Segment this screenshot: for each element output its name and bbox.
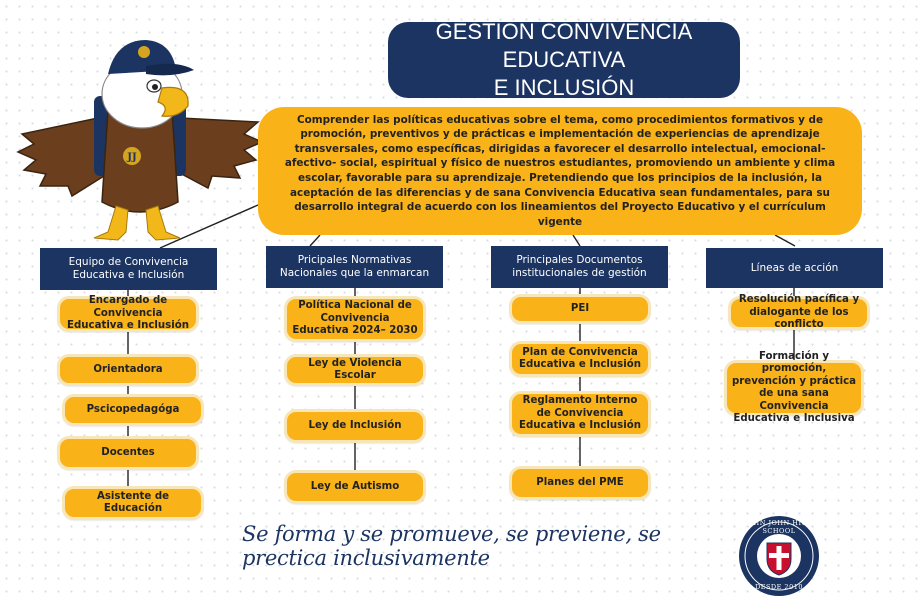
page-title (388, 19, 740, 100)
title-line-1: GESTIÓN CONVIVENCIA EDUCATIVA (435, 19, 693, 72)
item-plan-convivencia: Plan de Convivencia Educativa e Inclusión (509, 341, 651, 377)
item-ley-inclusion: Ley de Inclusión (284, 409, 426, 443)
item-planes-pme: Planes del PME (509, 466, 651, 500)
seal-since: DESDE 2010 (755, 583, 803, 591)
column-header-equipo: Equipo de Convivencia Educativa e Inclusión (40, 248, 217, 290)
column-header-normativas: Pricipales Normativas Nacionales que la enmarcan (266, 246, 443, 288)
item-encargado: Encargado de Convivencia Educativa e Inclusión (57, 296, 199, 332)
item-ley-violencia: Ley de Violencia Escolar (284, 354, 426, 386)
item-resolucion-pacifica: Resolución pacífica y dialogante de los conflicto (728, 296, 870, 330)
connector-col2 (310, 235, 320, 246)
connector-col4 (775, 235, 795, 246)
description-text: Comprender las políticas educativas sobre el tema, como procedimientos formativos y de promoción, preventivos y de prácticas e implementación de experiencias de aprendizaje transversales, como específicas, dirigidas a favorecer el desarrollo intelectual, emocional- afectivo- social, espiritual y físico de nuestros estudiantes, promoviendo un ambiente y clima escolar, favorable para su aprendizaje. Pretendiendo que los principios de la inclusión, la aceptación de las diferencias y de sana Convivencia Educativa sean fundamentales, para su desarrollo integral de acuerdo con los lineamientos del Proyecto Educativo y el currículum vigente (284, 113, 836, 228)
connector-col3 (573, 235, 580, 246)
description-box (258, 107, 862, 235)
column-header-lineas: Líneas de acción (706, 248, 883, 288)
item-psicopedagoga: Pscicopedagóga (62, 394, 204, 426)
title-line-2: E INCLUSIÓN (493, 75, 635, 100)
item-politica-nacional: Política Nacional de Convivencia Educativa 2024– 2030 (284, 296, 426, 342)
item-reglamento-interno: Reglamento Interno de Convivencia Educativa e Inclusión (509, 391, 651, 437)
item-formacion-promocion: Formación y promoción, prevención y práctica de una sana Convivencia Educativa e Inclusiva (724, 360, 864, 416)
column-header-documentos: Principales Documentos institucionales de gestión (491, 246, 668, 288)
item-docentes: Docentes (57, 436, 199, 470)
item-pei: PEI (509, 294, 651, 324)
eagle-mascot-icon (12, 26, 264, 246)
item-ley-autismo: Ley de Autismo (284, 470, 426, 504)
item-orientadora: Orientadora (57, 354, 199, 386)
seal-school-name: JOHN JOHN HIGH SCHOOL (744, 519, 814, 535)
footer-slogan: Se forma y se promueve, se previene, se prectica inclusivamente (242, 522, 661, 570)
mascot-badge: JJ (127, 152, 137, 163)
item-asistente: Asistente de Educación (62, 486, 204, 520)
